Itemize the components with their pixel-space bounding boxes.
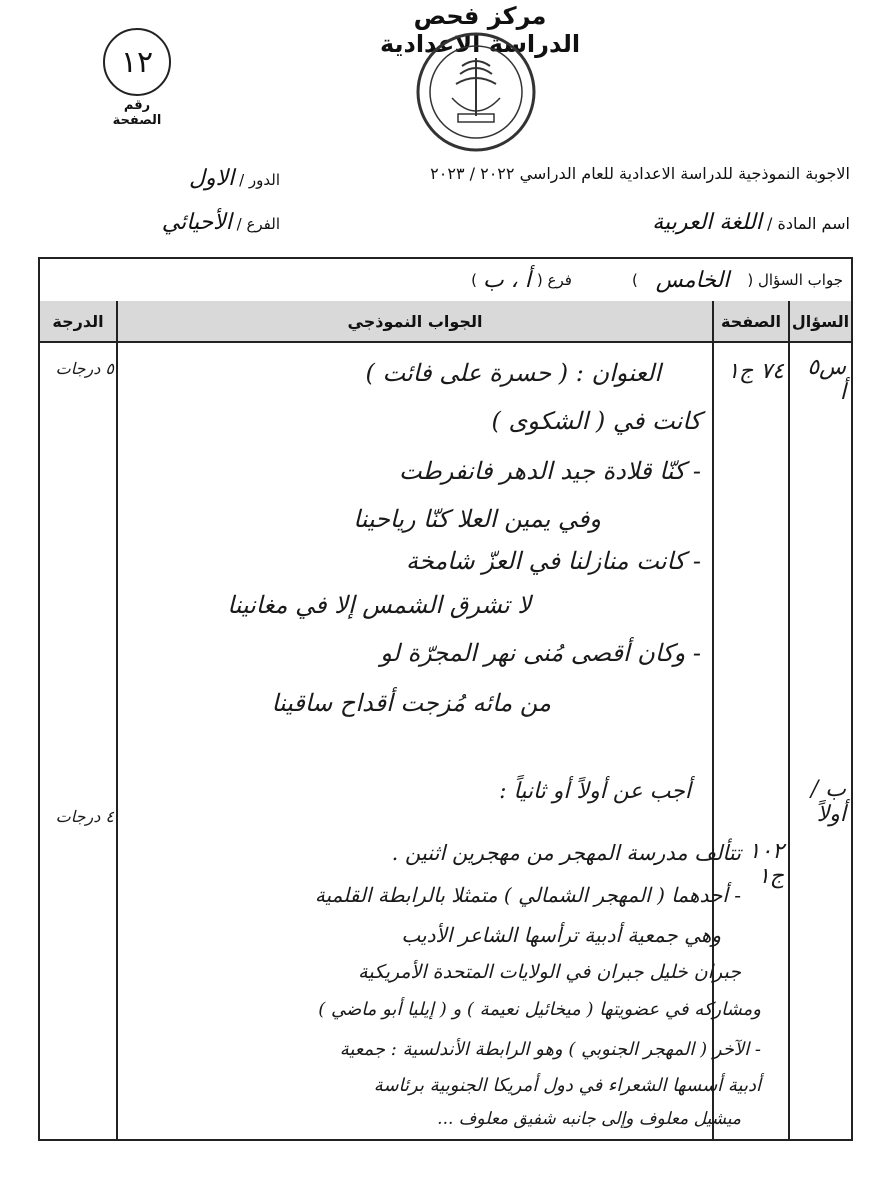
round-label: الدور / — [239, 171, 280, 189]
row1-page: ٧٤ ج١ — [727, 359, 784, 384]
answer-table — [38, 257, 853, 1141]
row1-answer-line: - كنّا قلادة جيد الدهر فانفرطت — [399, 457, 701, 485]
branch-field — [40, 210, 280, 235]
branch-value-row: أ ، ب — [482, 267, 531, 293]
col-answer-header: الجواب النموذجي — [118, 301, 712, 343]
row2-grade: ٤ درجات — [55, 807, 114, 826]
question-value: الخامس — [655, 267, 730, 293]
branch-label: الفرع / — [236, 215, 280, 233]
row2-answer-line: أدبية أسسها الشعراء في دول أمريكا الجنوبية برئاسة — [373, 1075, 761, 1096]
row2-answer-line: تتألف مدرسة المهجر من مهجرين اثنين . — [391, 841, 741, 865]
center-title: مركز فحص الدراسة الاعدادية — [379, 2, 581, 58]
row2-answer-line: أجب عن أولاً أو ثانياً : — [499, 779, 691, 804]
branch-suffix: ) — [471, 271, 477, 289]
row2-answer-line: وهي جمعية أدبية ترأسها الشاعر الأديب — [401, 923, 721, 947]
page-number-badge — [102, 28, 172, 128]
page-number-label: رقم الصفحة — [112, 98, 162, 128]
row1-grade: ٥ درجات — [55, 359, 114, 378]
subject-label: اسم المادة / — [766, 214, 850, 233]
row1-answer-line: كانت في ( الشكوى ) — [491, 407, 701, 435]
question-prefix: جواب السؤال ( — [747, 271, 843, 289]
col-page-header: الصفحة — [714, 301, 788, 343]
row1-answer-line: لا تشرق الشمس إلا في مغانينا — [227, 591, 531, 619]
subject-field — [500, 210, 850, 235]
col-grade-header: الدرجة — [40, 301, 116, 343]
row1-answer-line: من مائه مُزجت أقداح ساقينا — [271, 689, 551, 717]
row2-answer-line: جبران خليل جبران في الولايات المتحدة الأمريكية — [358, 961, 741, 983]
branch-prefix: فرع ( — [536, 271, 572, 289]
subject-value: اللغة العربية — [652, 210, 762, 235]
row1-answer-line: - وكان أقصى مُنى نهر المجرّة لو — [380, 639, 701, 667]
branch-value: الأحيائي — [161, 210, 232, 235]
divider — [116, 301, 118, 1139]
row1-answer-line: العنوان : ( حسرة على فائت ) — [365, 359, 661, 387]
row2-answer-line: - الآخر ( المهجر الجنوبي ) وهو الرابطة الأندلسية : جمعية — [339, 1039, 761, 1060]
row1-question: س٥ أ — [807, 355, 846, 405]
page-number-value: ١٢ — [103, 28, 171, 96]
row2-answer-line: ومشاركه في عضويتها ( ميخائيل نعيمة ) و ( إيليا أبو ماضي ) — [318, 999, 761, 1020]
row2-answer-line: ميشيل معلوف وإلى جانبه شفيق معلوف ... — [437, 1109, 741, 1129]
question-row — [40, 259, 851, 303]
row1-answer-line: وفي يمين العلا كنّا رياحينا — [353, 505, 601, 533]
divider — [788, 301, 790, 1139]
row1-answer-line: - كانت منازلنا في العزّ شامخة — [405, 547, 701, 575]
row2-page: ١٠٢ ج١ — [748, 839, 784, 889]
col-question-header: السؤال — [790, 301, 851, 343]
round-value: الاول — [189, 166, 235, 191]
main-heading: الاجوبة النموذجية للدراسة الاعدادية للعام الدراسي ٢٠٢٢ / ٢٠٢٣ — [430, 164, 850, 183]
row2-question: ب / أولاً — [810, 777, 846, 827]
round-field — [40, 166, 280, 191]
ministry-seal — [412, 28, 540, 156]
question-suffix: ) — [631, 271, 638, 289]
row2-answer-line: - أحدهما ( المهجر الشمالي ) متمثلا بالرابطة القلمية — [314, 883, 741, 907]
